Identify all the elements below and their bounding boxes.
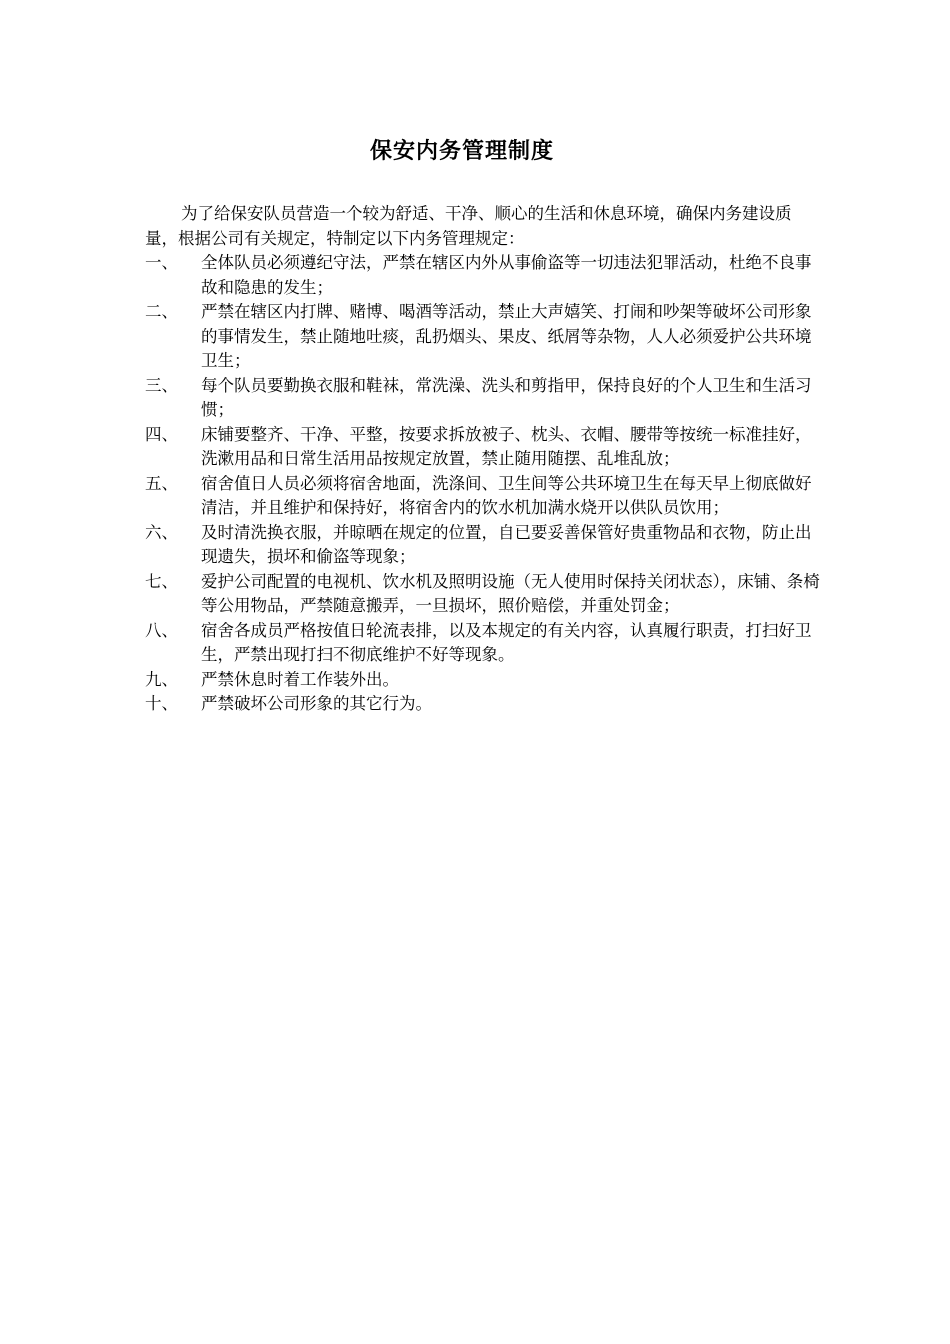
rule-number: 九、 xyxy=(145,669,178,689)
rule-number: 三、 xyxy=(145,375,178,395)
page-title: 保安内务管理制度 xyxy=(369,138,554,164)
rule-text: 及时清洗换衣服，并晾晒在规定的位置，自已要妥善保管好贵重物品和衣物，防止出现遗失，损坏和偷盗等现象； xyxy=(201,522,812,566)
rule-text: 床铺要整齐、干净、平整，按要求拆放被子、枕头、衣帽、腰带等按统一标准挂好，洗漱用品和日常生活用品按规定放置，禁止随用随摆、乱堆乱放； xyxy=(201,424,812,468)
rule-number: 七、 xyxy=(145,571,178,591)
rule-number: 四、 xyxy=(145,424,178,444)
intro-paragraph: 为了给保安队员营造一个较为舒适、干净、顺心的生活和休息环境，确保内务建设质量，根据公司有关规定，特制定以下内务管理规定： xyxy=(145,204,792,248)
rule-item-1 xyxy=(145,251,820,300)
rule-text: 每个队员要勤换衣服和鞋袜，常洗澡、洗头和剪指甲，保持良好的个人卫生和生活习惯； xyxy=(201,375,812,419)
rule-number: 一、 xyxy=(145,253,178,272)
rule-text: 全体队员必须遵纪守法，严禁在辖区内外从事偷盗等一切违法犯罪活动，杜绝不良事故和隐患的发生； xyxy=(201,253,812,297)
rule-item-10 xyxy=(145,692,820,717)
rule-text: 宿舍值日人员必须将宿舍地面，洗涤间、卫生间等公共环境卫生在每天早上彻底做好清洁，并且维护和保持好，将宿舍内的饮水机加满水烧开以供队员饮用； xyxy=(201,473,812,517)
rule-number: 十、 xyxy=(145,694,178,713)
rule-text: 宿舍各成员严格按值日轮流表排，以及本规定的有关内容，认真履行职责，打扫好卫生，严禁出现打扫不彻底维护不好等现象。 xyxy=(201,620,812,664)
rule-number: 六、 xyxy=(145,522,178,542)
rule-item-7 xyxy=(145,570,820,619)
rule-item-3 xyxy=(145,374,820,423)
rule-item-6 xyxy=(145,521,820,570)
rule-number: 二、 xyxy=(145,302,178,321)
rule-text: 严禁休息时着工作装外出。 xyxy=(201,669,399,689)
rule-item-5 xyxy=(145,472,820,521)
rule-text: 严禁在辖区内打牌、赌博、喝酒等活动，禁止大声嬉笑、打闹和吵架等破坏公司形象的事情发生，禁止随地吐痰，乱扔烟头、果皮、纸屑等杂物，人人必须爱护公共环境卫生； xyxy=(201,302,812,370)
rule-item-8 xyxy=(145,619,820,668)
rule-item-2 xyxy=(145,300,820,374)
rule-number: 五、 xyxy=(145,473,178,493)
rule-item-4 xyxy=(145,423,820,472)
rule-text: 严禁破坏公司形象的其它行为。 xyxy=(201,694,432,713)
rule-number: 八、 xyxy=(145,620,178,640)
rule-item-9 xyxy=(145,668,820,693)
rule-text: 爱护公司配置的电视机、饮水机及照明设施（无人使用时保持关闭状态），床铺、条椅等公用物品，严禁随意搬弄，一旦损坏，照价赔偿，并重处罚金； xyxy=(201,571,820,615)
document-body xyxy=(145,202,820,717)
